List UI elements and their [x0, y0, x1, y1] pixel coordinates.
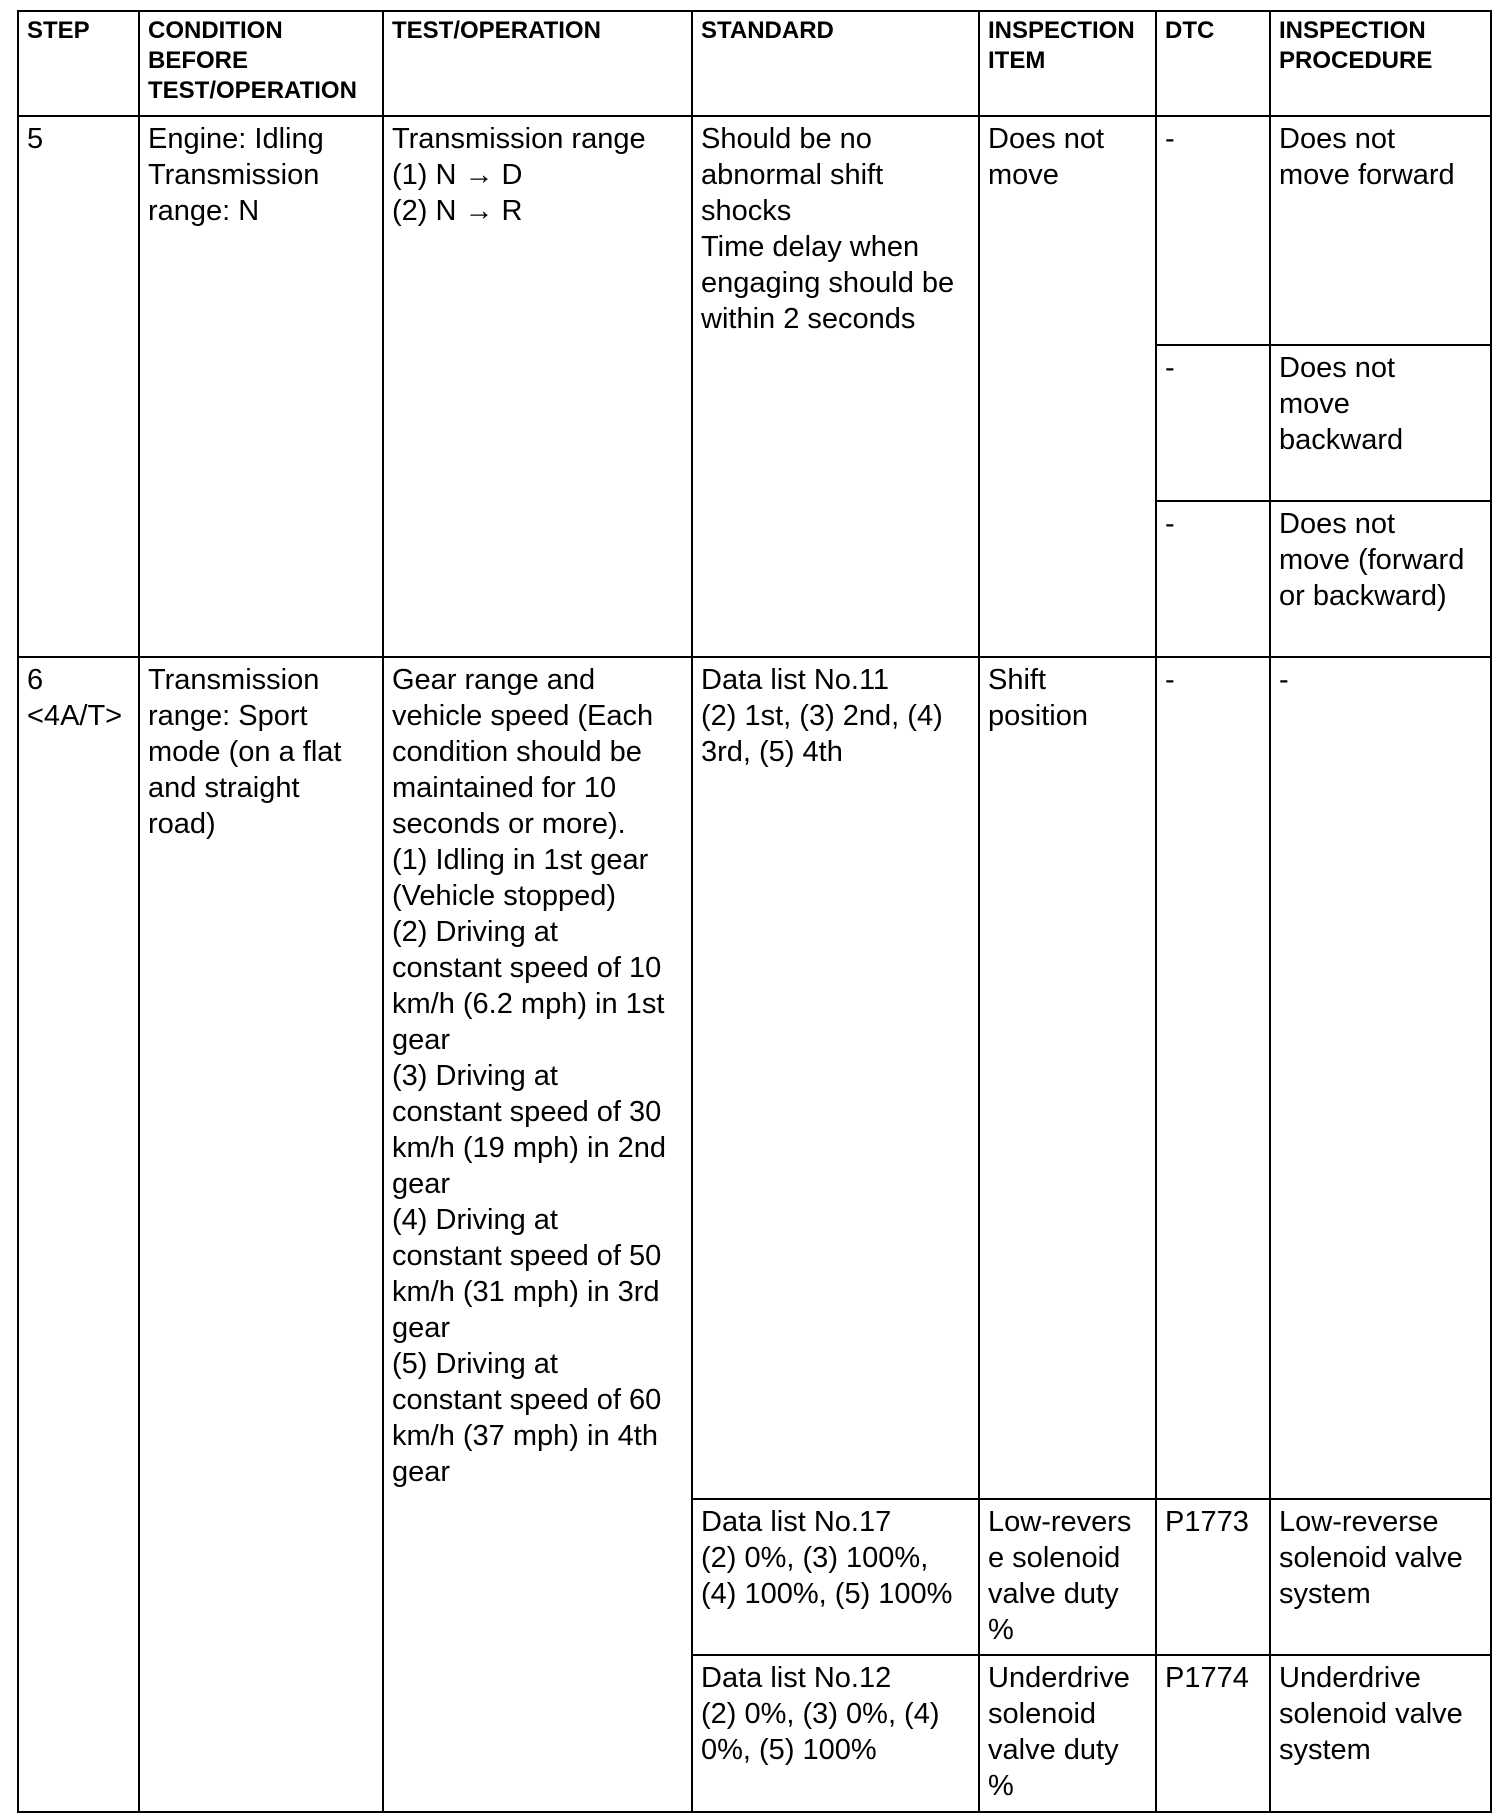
condition-cell: Transmission range: Sport mode (on a flat and straight road) [139, 657, 383, 1812]
dtc-cell: P1774 [1156, 1655, 1270, 1812]
header-inspection-procedure: INSPECTION PROCEDURE [1270, 11, 1491, 116]
inspection-table [17, 10, 1492, 1813]
step-cell: 5 [18, 116, 139, 657]
inspection-item-cell: Low-revers e solenoid valve duty % [979, 1499, 1156, 1655]
dtc-cell: - [1156, 345, 1270, 501]
header-row [18, 11, 1491, 116]
inspection-procedure-cell: Does not move (forward or backward) [1270, 501, 1491, 657]
test-operation-cell: Transmission range (1) N → D (2) N → R [383, 116, 692, 657]
inspection-item-cell: Underdrive solenoid valve duty % [979, 1655, 1156, 1812]
dtc-cell: - [1156, 116, 1270, 345]
step-cell: 6 <4A/T> [18, 657, 139, 1812]
standard-cell: Data list No.11 (2) 1st, (3) 2nd, (4) 3rd, (5) 4th [692, 657, 979, 1499]
standard-cell: Data list No.12 (2) 0%, (3) 0%, (4) 0%, (5) 100% [692, 1655, 979, 1812]
inspection-procedure-cell: Does not move backward [1270, 345, 1491, 501]
header-step: STEP [18, 11, 139, 116]
header-condition: CONDITION BEFORE TEST/OPERATION [139, 11, 383, 116]
table-row [18, 657, 1491, 1499]
header-dtc: DTC [1156, 11, 1270, 116]
standard-cell: Should be no abnormal shift shocks Time delay when engaging should be within 2 seconds [692, 116, 979, 657]
dtc-cell: - [1156, 657, 1270, 1499]
header-standard: STANDARD [692, 11, 979, 116]
standard-cell: Data list No.17 (2) 0%, (3) 100%, (4) 100%, (5) 100% [692, 1499, 979, 1655]
dtc-cell: - [1156, 501, 1270, 657]
table-row [18, 116, 1491, 345]
inspection-procedure-cell: Does not move forward [1270, 116, 1491, 345]
condition-cell: Engine: Idling Transmission range: N [139, 116, 383, 657]
header-inspection-item: INSPECTION ITEM [979, 11, 1156, 116]
header-test-operation: TEST/OPERATION [383, 11, 692, 116]
inspection-item-cell: Shift position [979, 657, 1156, 1499]
inspection-item-cell: Does not move [979, 116, 1156, 657]
test-operation-cell: Gear range and vehicle speed (Each condition should be maintained for 10 seconds or more). (1) Idling in 1st gear (Vehicle stopped) (2) Driving at constant speed of 10 km/h (6.2 mph) in 1st gear (3) Driving at constant speed of 30 km/h (19 mph) in 2nd gear (4) Driving at constant speed of 50 km/h (31 mph) in 3rd gear (5) Driving at constant speed of 60 km/h (37 mph) in 4th gear [383, 657, 692, 1812]
inspection-procedure-cell: Low-reverse solenoid valve system [1270, 1499, 1491, 1655]
dtc-cell: P1773 [1156, 1499, 1270, 1655]
inspection-procedure-cell: - [1270, 657, 1491, 1499]
inspection-procedure-cell: Underdrive solenoid valve system [1270, 1655, 1491, 1812]
